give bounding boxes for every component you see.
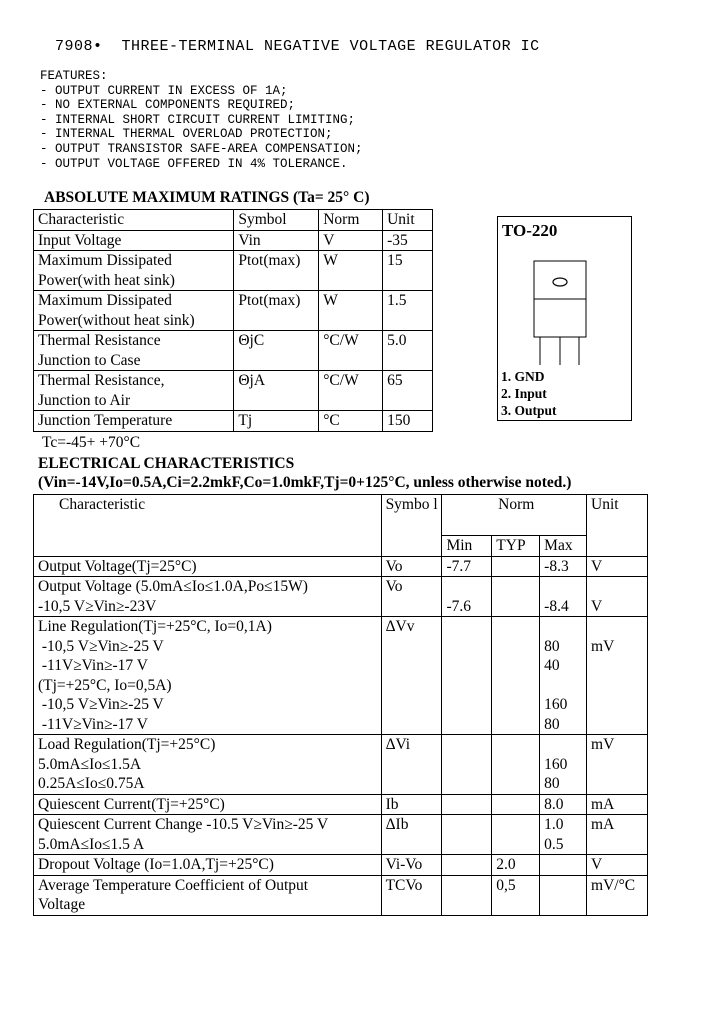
characteristic-cell: Input Voltage — [34, 230, 234, 251]
line: 1.0 — [544, 816, 564, 833]
line — [446, 577, 491, 597]
table-row — [34, 371, 433, 411]
characteristic-cell — [34, 875, 382, 915]
line: Voltage — [38, 896, 86, 913]
line — [591, 577, 647, 597]
unit-cell — [587, 815, 648, 855]
characteristic-cell — [34, 291, 234, 331]
line: Thermal Resistance — [38, 332, 161, 349]
amr-heading: ABSOLUTE MAXIMUM RATINGS (Ta= 25° C) — [44, 189, 370, 206]
line: 8.0 — [544, 795, 564, 813]
table-row — [34, 291, 433, 331]
norm-cell: °C — [319, 411, 383, 432]
min-cell — [442, 855, 492, 876]
table-row — [34, 411, 433, 432]
characteristic-cell — [34, 855, 382, 876]
table-row — [34, 794, 648, 815]
line: 40 — [544, 657, 560, 674]
line: mV — [591, 736, 615, 753]
min-cell — [442, 735, 492, 795]
symbol-cell: ΘjC — [234, 331, 319, 371]
symbol-cell: ΔIb — [381, 815, 442, 855]
typ-cell — [492, 735, 540, 795]
typ-cell — [492, 875, 540, 915]
symbol-cell: Vo — [381, 556, 442, 577]
unit-cell: 150 — [383, 411, 433, 432]
pin-label: 3. Output — [501, 403, 557, 418]
line: V — [591, 557, 603, 575]
line — [591, 617, 647, 637]
line: Maximum Dissipated — [38, 292, 172, 309]
max-cell — [540, 735, 587, 795]
line: 5.0mA≤Io≤1.5 A — [38, 835, 145, 853]
line: -8.3 — [544, 557, 569, 575]
symbol-cell: TCVo — [381, 875, 442, 915]
line: -7.7 — [446, 557, 471, 575]
pin-label: 1. GND — [501, 369, 545, 384]
min-cell — [442, 815, 492, 855]
feature-item: - OUTPUT CURRENT IN EXCESS OF 1A; — [40, 83, 288, 98]
min-cell — [442, 875, 492, 915]
line: mA — [591, 795, 615, 813]
line: Junction to Air — [38, 391, 131, 409]
line: 2.0 — [496, 856, 516, 873]
feature-item: - INTERNAL THERMAL OVERLOAD PROTECTION; — [40, 127, 333, 142]
header-cell: Symbo l — [381, 495, 442, 557]
table-row — [34, 617, 648, 735]
typ-cell — [492, 794, 540, 815]
characteristic-cell — [34, 556, 382, 577]
line: 160 — [544, 696, 568, 713]
line: mV/°C — [591, 876, 636, 894]
symbol-cell: ΔVv — [381, 617, 442, 735]
header-cell: Norm — [442, 495, 587, 536]
unit-cell — [587, 875, 648, 915]
line: (Tj=+25°C, Io=0,5A) — [38, 676, 172, 694]
feature-item: - OUTPUT VOLTAGE OFFERED IN 4% TOLERANCE. — [40, 156, 348, 171]
table-row — [34, 556, 648, 577]
header-cell: Norm — [319, 210, 383, 231]
max-cell — [540, 617, 587, 735]
line: Thermal Resistance, — [38, 372, 165, 389]
line: Junction to Case — [38, 351, 141, 369]
unit-cell — [587, 556, 648, 577]
symbol-cell: ΘjA — [234, 371, 319, 411]
line: Quiescent Current Change -10.5 V≥Vin≥-25 V — [38, 816, 329, 833]
characteristic-cell — [34, 577, 382, 617]
header-cell: Symbol — [234, 210, 319, 231]
document-title — [55, 38, 540, 55]
line: -10,5 V≥Vin≥-25 V — [38, 696, 164, 713]
line: mA — [591, 816, 615, 833]
characteristic-cell — [34, 617, 382, 735]
characteristic-cell — [34, 251, 234, 291]
pin-list — [501, 368, 557, 419]
line: 5.0mA≤Io≤1.5A — [38, 755, 142, 773]
feature-item: - NO EXTERNAL COMPONENTS REQUIRED; — [40, 98, 296, 113]
line: 0,5 — [496, 876, 516, 894]
electrical-characteristics-table — [33, 494, 648, 916]
characteristic-cell — [34, 815, 382, 855]
feature-item: - INTERNAL SHORT CIRCUIT CURRENT LIMITING; — [40, 112, 356, 127]
electrical-conditions: (Vin=-14V,Io=0.5A,Ci=2.2mkF,Co=1.0mkF,Tj=0+125°C, unless otherwise noted.) — [38, 474, 572, 491]
max-cell — [540, 577, 587, 617]
table-row — [34, 875, 648, 915]
table-row — [34, 735, 648, 795]
line: Quiescent Current(Tj=+25°C) — [38, 795, 225, 813]
line: -10,5 V≥Vin≥-25 V — [38, 637, 164, 655]
unit-cell: 15 — [383, 251, 433, 291]
line — [544, 676, 586, 696]
typ-cell — [492, 556, 540, 577]
line: Line Regulation(Tj=+25°C, Io=0,1A) — [38, 618, 272, 635]
features-list — [40, 69, 363, 171]
table-row — [34, 230, 433, 251]
unit-cell — [587, 577, 648, 617]
line: 0.5 — [544, 835, 564, 853]
line: -11V≥Vin≥-17 V — [38, 715, 148, 733]
min-cell — [442, 794, 492, 815]
table-row — [34, 815, 648, 855]
characteristic-cell — [34, 735, 382, 795]
header-cell: TYP — [492, 536, 540, 557]
to220-package-icon — [498, 217, 631, 367]
typ-cell — [492, 577, 540, 617]
line: 160 — [544, 755, 568, 773]
characteristic-cell — [34, 331, 234, 371]
symbol-cell: Vi-Vo — [381, 855, 442, 876]
unit-cell: 5.0 — [383, 331, 433, 371]
header-cell: Characteristic — [34, 495, 382, 557]
unit-cell — [587, 735, 648, 795]
unit-cell: -35 — [383, 230, 433, 251]
line: -11V≥Vin≥-17 V — [38, 657, 148, 674]
symbol-cell: Vin — [234, 230, 319, 251]
line: -8.4 — [544, 597, 569, 615]
unit-cell — [587, 794, 648, 815]
electrical-rows — [34, 556, 648, 915]
norm-cell: V — [319, 230, 383, 251]
line: -7.6 — [446, 597, 471, 615]
typ-cell — [492, 617, 540, 735]
symbol-cell: Ptot(max) — [234, 251, 319, 291]
line: Average Temperature Coefficient of Output — [38, 876, 309, 894]
max-cell — [540, 855, 587, 876]
unit-cell — [587, 855, 648, 876]
symbol-cell: Vo — [381, 577, 442, 617]
line: V — [591, 597, 603, 615]
line — [544, 577, 586, 597]
header-cell: Min — [442, 536, 492, 557]
line: 80 — [544, 637, 560, 655]
norm-cell: °C/W — [319, 371, 383, 411]
line: 80 — [544, 715, 560, 733]
unit-cell: 65 — [383, 371, 433, 411]
line: Power(with heat sink) — [38, 271, 175, 289]
package-name: TO-220 — [502, 221, 558, 240]
symbol-cell: Tj — [234, 411, 319, 432]
unit-cell — [587, 617, 648, 735]
header-cell: Characteristic — [34, 210, 234, 231]
line — [544, 617, 586, 637]
min-cell — [442, 556, 492, 577]
line: Dropout Voltage (Io=1.0A,Tj=+25°C) — [38, 856, 274, 873]
device-title: THREE-TERMINAL NEGATIVE VOLTAGE REGULATOR IC — [121, 38, 540, 55]
symbol-cell: ΔVi — [381, 735, 442, 795]
table-row — [34, 331, 433, 371]
table-header-row — [34, 210, 433, 231]
line — [544, 735, 586, 755]
table-row — [34, 855, 648, 876]
feature-item: - OUTPUT TRANSISTOR SAFE-AREA COMPENSATION; — [40, 141, 363, 156]
typ-cell — [492, 855, 540, 876]
line: V — [591, 856, 603, 873]
max-cell — [540, 794, 587, 815]
max-cell — [540, 556, 587, 577]
characteristic-cell — [34, 794, 382, 815]
max-cell — [540, 875, 587, 915]
features-heading: FEATURES: — [40, 69, 108, 83]
norm-cell: °C/W — [319, 331, 383, 371]
norm-cell: W — [319, 251, 383, 291]
pin-label: 2. Input — [501, 386, 547, 401]
absolute-max-ratings-table — [33, 209, 433, 432]
table-header-row — [34, 495, 648, 536]
line: mV — [591, 637, 615, 655]
header-cell: Max — [540, 536, 587, 557]
typ-cell — [492, 815, 540, 855]
electrical-heading: ELECTRICAL CHARACTERISTICS — [38, 455, 295, 472]
table-row — [34, 251, 433, 291]
line: Power(without heat sink) — [38, 311, 195, 329]
min-cell — [442, 617, 492, 735]
characteristic-cell: Junction Temperature — [34, 411, 234, 432]
line: Maximum Dissipated — [38, 252, 172, 269]
min-cell — [442, 577, 492, 617]
unit-cell: 1.5 — [383, 291, 433, 331]
package-box — [497, 216, 632, 421]
symbol-cell: Ib — [381, 794, 442, 815]
line: 0.25A≤Io≤0.75A — [38, 775, 145, 792]
line: 80 — [544, 775, 560, 792]
header-cell: Unit — [383, 210, 433, 231]
temperature-note: Tc=-45+ +70°C — [42, 434, 141, 451]
table-row — [34, 577, 648, 617]
line: Load Regulation(Tj=+25°C) — [38, 736, 216, 753]
norm-cell: W — [319, 291, 383, 331]
header-cell: Unit — [587, 495, 648, 557]
line: -10,5 V≥Vin≥-23V — [38, 597, 157, 615]
symbol-cell: Ptot(max) — [234, 291, 319, 331]
max-cell — [540, 815, 587, 855]
characteristic-cell — [34, 371, 234, 411]
line: Output Voltage (5.0mA≤Io≤1.0A,Po≤15W) — [38, 578, 308, 595]
part-number: 7908• — [55, 38, 103, 55]
line: Output Voltage(Tj=25°C) — [38, 557, 197, 575]
